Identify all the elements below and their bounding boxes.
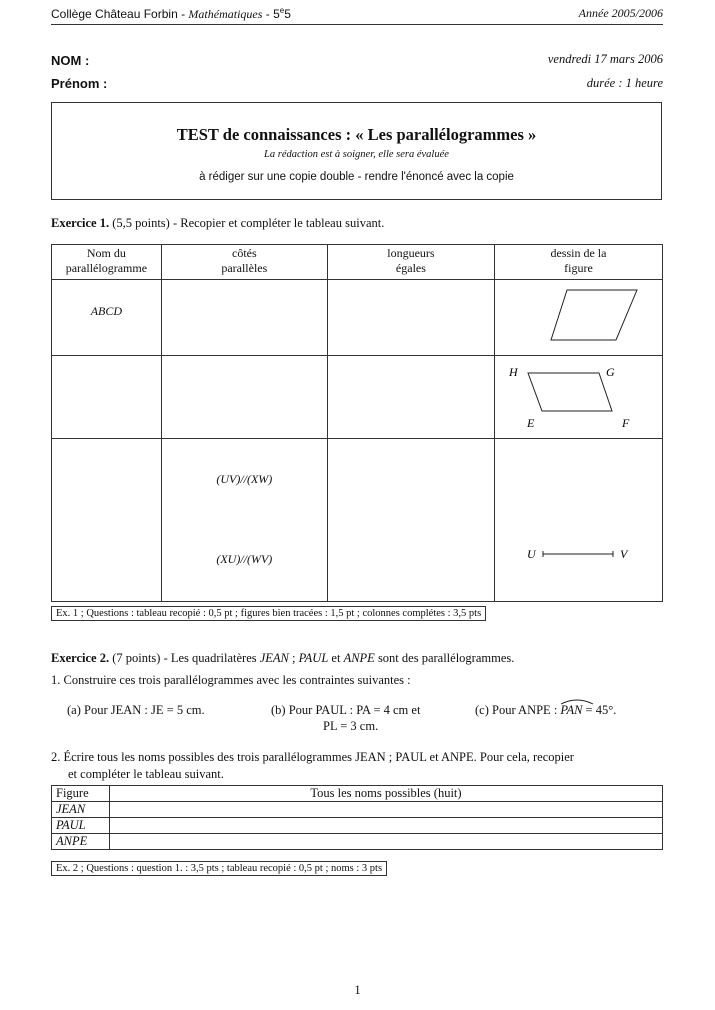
test-instruction: à rédiger sur une copie double - rendre l'énoncé avec la copie — [199, 171, 514, 183]
header-school — [51, 6, 291, 22]
title-box — [51, 102, 662, 200]
header-class: - 5 — [262, 7, 280, 21]
exercise1-grading: Ex. 1 ; Questions : tableau recopié : 0,5 pt ; figures bien tracées : 1,5 pt ; colonnes complétes : 3,5 pts — [51, 606, 486, 621]
point-label: U — [526, 547, 536, 561]
test-subtitle: La rédaction est à soigner, elle sera évaluée — [264, 149, 449, 160]
test-duration: durée : 1 heure — [586, 76, 663, 90]
test-title: TEST de connaissances : « Les parallélogrammes » — [176, 125, 537, 144]
vertex-label: F — [621, 416, 630, 430]
vertex-label: G — [605, 365, 615, 379]
table-row — [52, 834, 663, 850]
table-row — [52, 280, 663, 356]
header-cell — [327, 245, 494, 280]
table-row — [52, 356, 663, 439]
table-cell — [52, 439, 162, 602]
parallelogram-abcd-figure — [495, 280, 662, 355]
header-line: dessin de la — [550, 246, 607, 260]
exercise2-question2 — [51, 749, 665, 783]
figure-name: PAUL — [298, 651, 329, 665]
segment-uv-figure — [495, 439, 662, 601]
exercise2-label: Exercice 2. — [51, 651, 110, 665]
constraint-c-text: (c) Pour ANPE : — [475, 703, 561, 717]
prenom-label: Prénom : — [51, 76, 108, 91]
angle-hat-icon — [560, 698, 594, 705]
parallelogram-name: ABCD — [52, 280, 162, 356]
header-year: Année 2005/2006 — [578, 6, 663, 20]
question2-line2: et compléter le tableau suivant. — [68, 767, 224, 781]
table-cell — [327, 439, 494, 602]
exercise1-label: Exercice 1. — [51, 216, 110, 230]
figure-name-cell: PAUL — [52, 818, 110, 834]
table-cell — [161, 356, 327, 439]
names-cell — [109, 802, 662, 818]
test-date: vendredi 17 mars 2006 — [547, 52, 663, 66]
header-subject: Mathématiques — [188, 7, 263, 21]
angle-label: PAN — [560, 703, 583, 717]
table-header-row — [52, 786, 663, 802]
table-row — [52, 818, 663, 834]
parallel-pair: (XU)//(WV) — [216, 552, 273, 566]
exercise2-heading: Exercice 2. (7 points) - Les quadrilatères JEAN ; PAUL et ANPE sont des parallélogrammes. — [51, 651, 515, 665]
header-line: côtés — [232, 246, 257, 260]
exercise1-text: (5,5 points) - Recopier et compléter le tableau suivant. — [109, 216, 385, 230]
table-cell — [327, 280, 494, 356]
names-cell — [109, 834, 662, 850]
table-header-row — [52, 245, 663, 280]
figure-name-cell: JEAN — [52, 802, 110, 818]
exercise2-text: (7 points) - Les quadrilatères — [109, 651, 260, 665]
figure-cell — [494, 356, 662, 439]
vertex-label: H — [508, 365, 518, 379]
header-rule — [51, 24, 663, 25]
figure-cell — [494, 280, 662, 356]
parallel-sides-cell — [161, 439, 327, 602]
header-cell — [161, 245, 327, 280]
point-label: V — [619, 547, 628, 561]
header-cell — [494, 245, 662, 280]
parallel-pair: (UV)//(XW) — [216, 472, 273, 486]
exercise1-table — [51, 244, 663, 602]
vertex-label: E — [526, 416, 535, 430]
figure-name: JEAN — [259, 651, 289, 665]
header-class-tail: 5 — [284, 7, 291, 21]
header-line: Nom du — [86, 246, 126, 260]
names-cell — [109, 818, 662, 834]
constraint-b: (b) Pour PAUL : PA = 4 cm et — [271, 703, 421, 717]
header-cell — [52, 245, 162, 280]
table-cell — [327, 356, 494, 439]
header-line: égales — [395, 261, 426, 275]
header-line: longueurs — [387, 246, 435, 260]
table-row — [52, 439, 663, 602]
figure-name-cell: ANPE — [52, 834, 110, 850]
question2-line1: 2. Écrire tous les noms possibles des trois parallélogrammes JEAN ; PAUL et ANPE. Pour cela, recopier — [51, 750, 574, 764]
angle-pan — [560, 703, 582, 718]
header-class-sup: e — [279, 6, 285, 15]
constraint-c-value: = 45°. — [582, 703, 617, 717]
exercise2-table — [51, 785, 663, 850]
header-line: parallélogramme — [65, 261, 148, 275]
parallelogram-efgh-figure — [495, 356, 662, 438]
constraint-c — [475, 703, 616, 718]
header-cell: Tous les noms possibles (huit) — [109, 786, 662, 802]
header-school-name: Collège Château Forbin - — [51, 7, 189, 21]
header-line: figure — [564, 261, 593, 275]
page-number: 1 — [354, 983, 361, 997]
figure-name: ANPE — [343, 651, 375, 665]
exercise1-heading — [51, 216, 384, 231]
header-line: parallèles — [221, 261, 268, 275]
table-row — [52, 802, 663, 818]
nom-label: NOM : — [51, 53, 90, 68]
constraint-a: (a) Pour JEAN : JE = 5 cm. — [67, 703, 205, 717]
header-cell: Figure — [52, 786, 110, 802]
figure-cell — [494, 439, 662, 602]
exercise2-grading: Ex. 2 ; Questions : question 1. : 3,5 pts ; tableau recopié : 0,5 pt ; noms : 3 pts — [51, 861, 387, 876]
table-cell — [52, 356, 162, 439]
constraint-b-continued: PL = 3 cm. — [323, 719, 379, 733]
table-cell — [161, 280, 327, 356]
exercise2-question1: 1. Construire ces trois parallélogrammes avec les contraintes suivantes : — [51, 673, 411, 687]
